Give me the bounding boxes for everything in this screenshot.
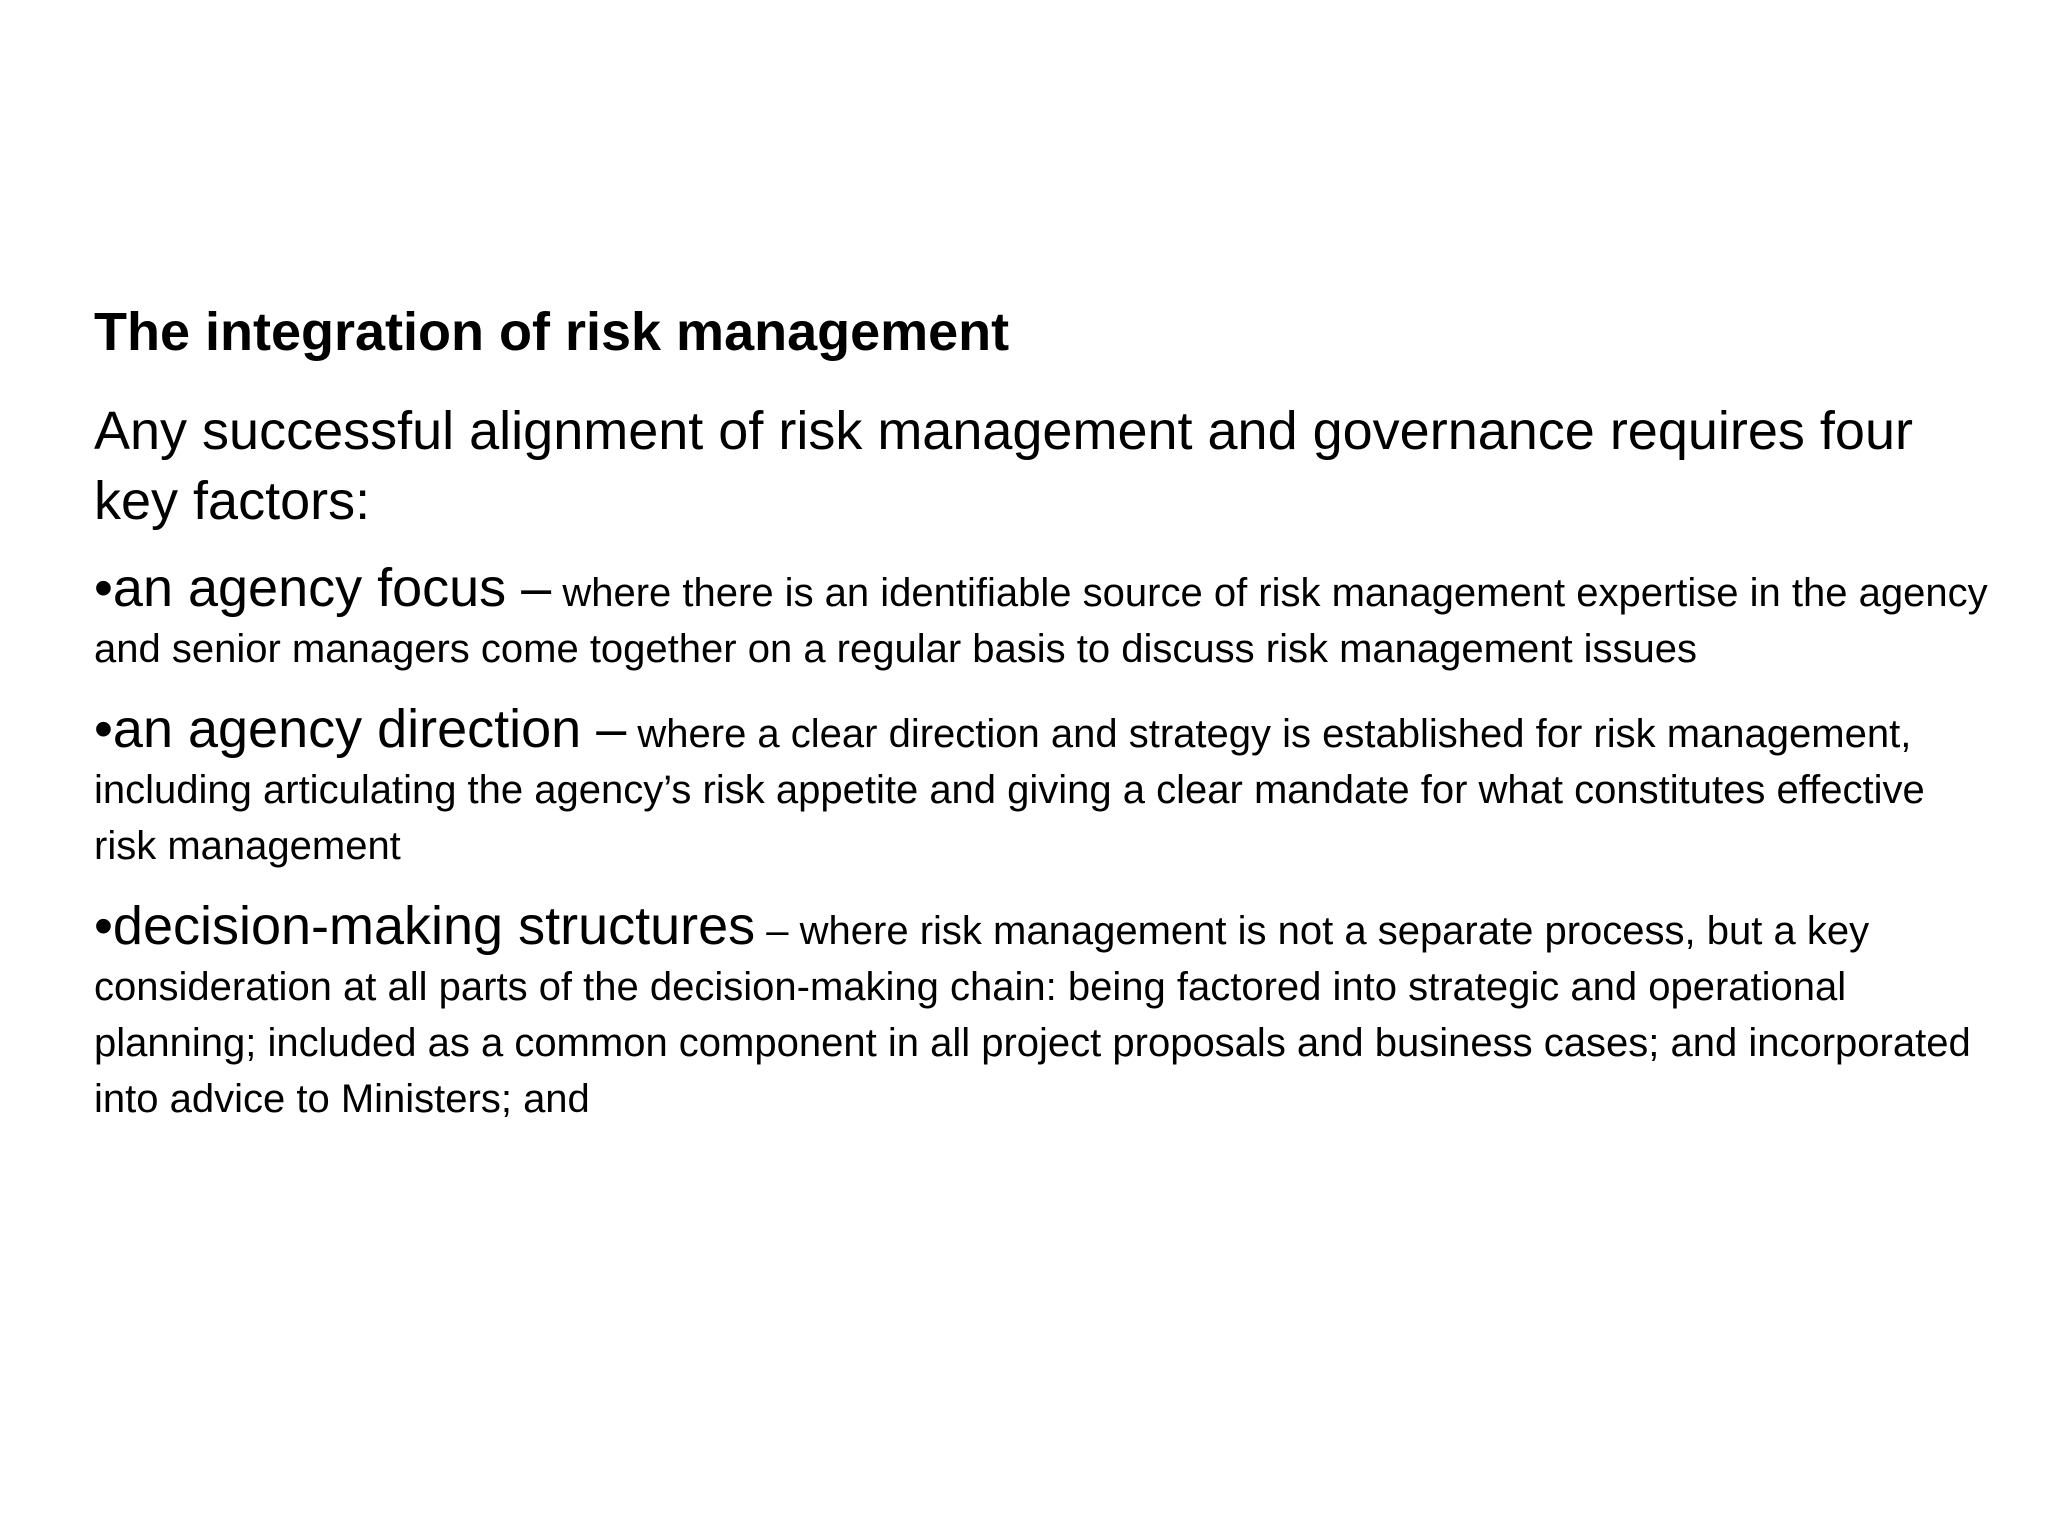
slide-content xyxy=(94,296,1994,1151)
bullet-lead: •an agency direction – xyxy=(94,699,627,759)
bullet-lead: •decision-making structures xyxy=(94,896,756,956)
bullet-lead: •an agency focus – xyxy=(94,558,552,618)
bullet-decision-making-structures xyxy=(94,898,1994,1127)
bullet-agency-focus xyxy=(94,560,1994,677)
intro-text: Any successful alignment of risk management and governance requires four key factors: xyxy=(94,401,1913,531)
bullet-agency-direction xyxy=(94,701,1994,874)
bullet-text: where a clear direction and strategy is established for risk management, including articulating the agency’s risk appetite and giving a clear mandate for what constitutes effective risk management xyxy=(94,712,1925,868)
slide-title: The integration of risk management xyxy=(94,302,1010,362)
bullet-text: where there is an identifiable source of risk management expertise in the agency and senior managers come together on a regular basis to discuss risk management issues xyxy=(94,571,1988,671)
bullet-text: – where risk management is not a separate process, but a key consideration at all parts of the decision-making chain: being factored into strategic and operational planning; included as a common component in all project proposals and business cases; and incorporated into advice to Ministers; and xyxy=(94,909,1971,1121)
